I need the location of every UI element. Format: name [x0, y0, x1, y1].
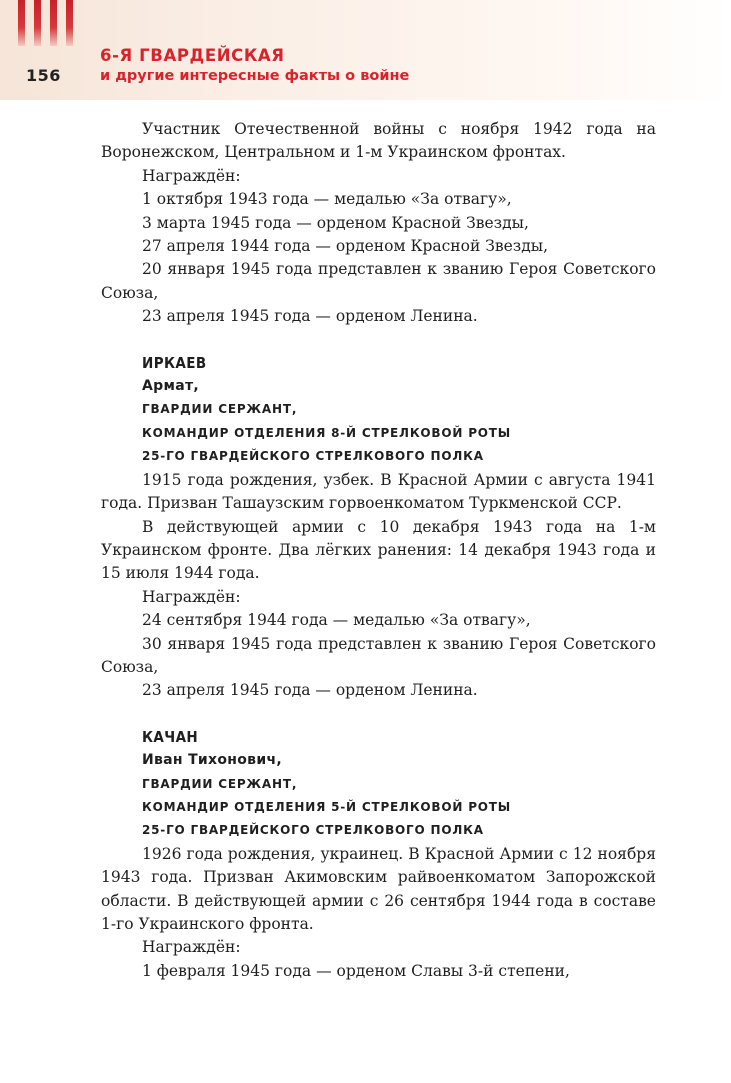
section-gap — [101, 703, 656, 726]
running-title-line1: 6-Я ГВАРДЕЙСКАЯ — [100, 46, 285, 65]
person-rank: ГВАРДИИ СЕРЖАНТ, — [142, 402, 298, 417]
paragraph: 1915 года рождения, узбек. В Красной Армии с августа 1941 года. Призван Ташаузским горвоенкоматом Туркменской ССР. — [101, 470, 656, 513]
awarded-label: Награждён: — [142, 587, 241, 606]
page-header — [0, 0, 731, 100]
running-title — [100, 45, 409, 87]
person-rank: ГВАРДИИ СЕРЖАНТ, — [142, 776, 298, 791]
paragraph: Участник Отечественной войны с ноября 1942 года на Воронежском, Центральном и 1-м Украинском фронтах. — [101, 120, 656, 162]
award-item: 23 апреля 1945 года — орденом Ленина. — [142, 307, 478, 326]
decorative-stripes — [18, 0, 78, 46]
paragraph: 1926 года рождения, украинец. В Красной Армии с 12 ноября 1943 года. Призван Акимовским райвоенкоматом Запорожской области. В действующей армии с 26 сентября 1944 года в составе 1-го Украинского фронта. — [101, 844, 656, 933]
award-item: 3 марта 1945 года — орденом Красной Звезды, — [142, 213, 529, 232]
person-regiment: 25-ГО ГВАРДЕЙСКОГО СТРЕЛКОВОГО ПОЛКА — [142, 449, 484, 464]
award-item: 27 апреля 1944 года — орденом Красной Звезды, — [142, 237, 549, 256]
page-number: 156 — [26, 66, 61, 85]
paragraph: В действующей армии с 10 декабря 1943 года на 1-м Украинском фронте. Два лёгких ранения: 14 декабря 1943 года и 15 июля 1944 года. — [101, 517, 656, 583]
award-item: 1 февраля 1945 года — орденом Славы 3-й степени, — [142, 961, 570, 980]
person-name: Армат, — [142, 378, 199, 395]
person-name: Иван Тихонович, — [142, 752, 282, 769]
awarded-label: Награждён: — [142, 166, 241, 185]
award-item: 20 января 1945 года представлен к званию Героя Советского Союза, — [101, 260, 656, 302]
award-item: 23 апреля 1945 года — орденом Ленина. — [142, 681, 478, 700]
stripe — [66, 0, 73, 46]
award-item: 24 сентября 1944 года — медалью «За отвагу», — [142, 611, 531, 630]
person-position: КОМАНДИР ОТДЕЛЕНИЯ 5-Й СТРЕЛКОВОЙ РОТЫ — [142, 799, 512, 814]
person-regiment: 25-ГО ГВАРДЕЙСКОГО СТРЕЛКОВОГО ПОЛКА — [142, 823, 484, 838]
person-surname: ИРКАЕВ — [142, 353, 207, 372]
running-title-line2: и другие интересные факты о войне — [100, 68, 410, 84]
awarded-label: Награждён: — [142, 938, 241, 957]
stripe — [18, 0, 25, 46]
stripe — [34, 0, 41, 46]
person-position: КОМАНДИР ОТДЕЛЕНИЯ 8-Й СТРЕЛКОВОЙ РОТЫ — [142, 425, 512, 440]
award-item: 1 октября 1943 года — медалью «За отвагу», — [142, 190, 512, 209]
award-item: 30 января 1945 года представлен к званию Героя Советского Союза, — [101, 634, 656, 676]
stripe — [50, 0, 57, 46]
person-surname: КАЧАН — [142, 727, 199, 746]
section-gap — [101, 329, 656, 352]
page-body — [101, 118, 656, 983]
